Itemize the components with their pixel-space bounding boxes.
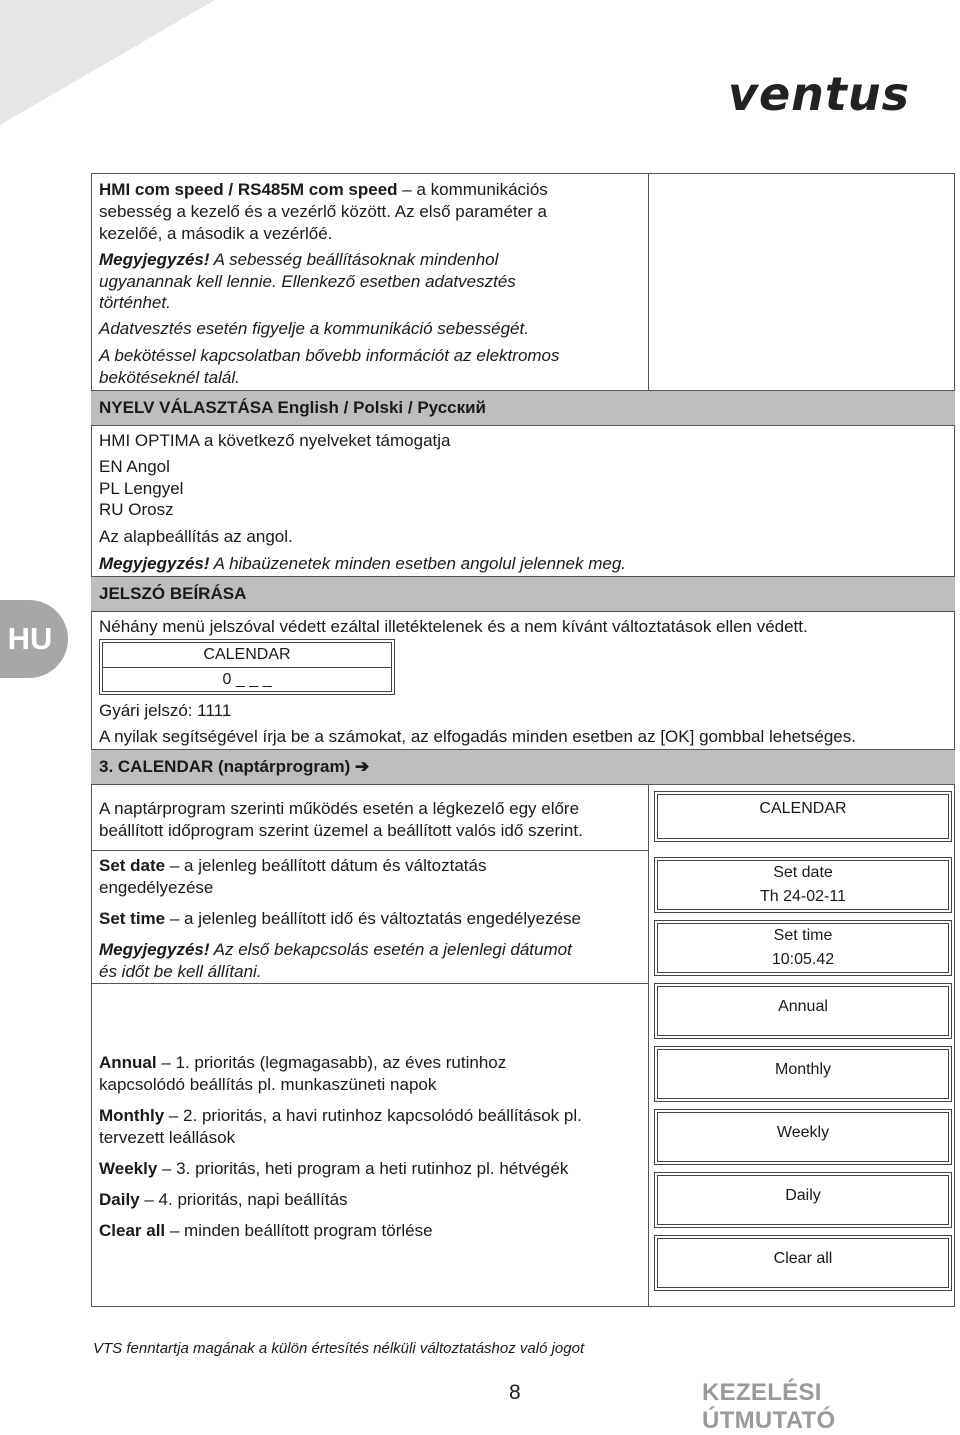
lcd-annual	[654, 983, 952, 1039]
lcd-text: Set date	[773, 864, 833, 881]
language-note: Megyjegyzés! A hibaüzenetek minden esetben angolul jelennek meg.	[99, 554, 627, 573]
language-item: EN Angol	[99, 457, 170, 476]
lcd-weekly	[654, 1109, 952, 1165]
divider-vertical	[648, 173, 649, 390]
lcd-title: CALENDAR	[103, 643, 391, 668]
hmi-note-line: Megyjegyzés! A sebesség beállításoknak mindenhol	[99, 250, 499, 269]
hmi-note-line: történhet.	[99, 293, 171, 312]
divider-vertical	[648, 784, 649, 1307]
lcd-text: Monthly	[774, 1061, 832, 1078]
section-header-password: JELSZÓ BEÍRÁSA	[91, 576, 955, 612]
hmi-speed-line: kezelőé, a második a vezérlőé.	[99, 224, 333, 243]
lcd-daily	[654, 1172, 952, 1228]
password-intro: Néhány menü jelszóval védett ezáltal illetéktelenek és a nem kívánt változtatások ellen védett.	[99, 617, 808, 636]
hmi-speed-line: sebesség a kezelő és a vezérlő között. Az első paraméter a	[99, 202, 547, 221]
clear-all-desc: Clear all – minden beállított program törlése	[99, 1221, 433, 1240]
lcd-calendar	[654, 791, 952, 842]
hmi-note-line: bekötéseknél talál.	[99, 368, 240, 387]
divider-horizontal	[91, 850, 648, 851]
set-date-desc: Set date – a jelenleg beállított dátum és változtatás	[99, 856, 487, 875]
set-time-desc: Set time – a jelenleg beállított idő és változtatás engedélyezése	[99, 909, 581, 928]
footer-title: KEZELÉSI ÚTMUTATÓ	[702, 1379, 836, 1434]
language-item: RU Orosz	[99, 500, 174, 519]
lcd-monthly	[654, 1046, 952, 1102]
hmi-note-line: ugyanannak kell lennie. Ellenkező esetben adatvesztés	[99, 272, 516, 291]
calendar-note: Megyjegyzés! Az első bekapcsolás esetén a jelenlegi dátumot	[99, 940, 572, 959]
password-lcd	[99, 639, 395, 695]
hmi-note-line: A bekötéssel kapcsolatban bővebb információt az elektromos	[99, 346, 560, 365]
daily-desc: Daily – 4. prioritás, napi beállítás	[99, 1190, 348, 1209]
factory-password: Gyári jelszó: 1111	[99, 701, 232, 720]
lcd-text: Daily	[785, 1187, 821, 1204]
monthly-desc: Monthly – 2. prioritás, a havi rutinhoz kapcsolódó beállítások pl.	[99, 1106, 582, 1125]
lcd-text: CALENDAR	[759, 800, 847, 817]
calendar-intro: A naptárprogram szerinti működés esetén a légkezelő egy előre	[99, 799, 580, 818]
section-header-language: NYELV VÁLASZTÁSA English / Polski / Русский	[91, 390, 955, 426]
lcd-text: Weekly	[776, 1124, 830, 1141]
hmi-speed-line: HMI com speed / RS485M com speed – a kommunikációs	[99, 180, 548, 199]
divider-horizontal	[91, 983, 648, 984]
language-tab-hu: HU	[0, 600, 68, 678]
lcd-text: Annual	[778, 998, 828, 1015]
lcd-date-value: Th 24-02-11	[760, 888, 846, 905]
lcd-set-date	[654, 857, 952, 913]
annual-desc: Annual – 1. prioritás (legmagasabb), az éves rutinhoz	[99, 1053, 507, 1072]
lcd-clear-all	[654, 1235, 952, 1291]
section-header-calendar: 3. CALENDAR (naptárprogram) ➔	[91, 749, 955, 785]
lcd-password-value: 0 _ _ _	[222, 671, 272, 688]
weekly-desc: Weekly – 3. prioritás, heti program a heti rutinhoz pl. hétvégék	[99, 1159, 569, 1178]
set-date-desc: engedélyezése	[99, 878, 214, 897]
hmi-note-line: Adatvesztés esetén figyelje a kommunikáció sebességét.	[99, 319, 529, 338]
calendar-intro: beállított időprogram szerint üzemel a beállított valós idő szerint.	[99, 821, 583, 840]
language-default: Az alapbeállítás az angol.	[99, 527, 293, 546]
corner-decoration	[0, 0, 215, 125]
monthly-desc: tervezett leállások	[99, 1128, 236, 1147]
footer-note: VTS fenntartja magának a külön értesítés nélküli változtatáshoz való jogot	[93, 1340, 585, 1357]
page-number: 8	[509, 1381, 521, 1404]
language-intro: HMI OPTIMA a következő nyelveket támogatja	[99, 431, 451, 450]
password-instruction: A nyilak segítségével írja be a számokat, az elfogadás minden esetben az [OK] gombbal lehetséges.	[99, 727, 856, 746]
lcd-set-time	[654, 920, 952, 976]
language-item: PL Lengyel	[99, 479, 184, 498]
calendar-note: és időt be kell állítani.	[99, 962, 262, 981]
lcd-text: Clear all	[773, 1250, 833, 1267]
lcd-text: Set time	[773, 927, 833, 944]
ventus-logo: ventus	[728, 67, 911, 121]
lcd-time-value: 10:05.42	[771, 951, 835, 968]
annual-desc: kapcsolódó beállítás pl. munkaszüneti napok	[99, 1075, 437, 1094]
